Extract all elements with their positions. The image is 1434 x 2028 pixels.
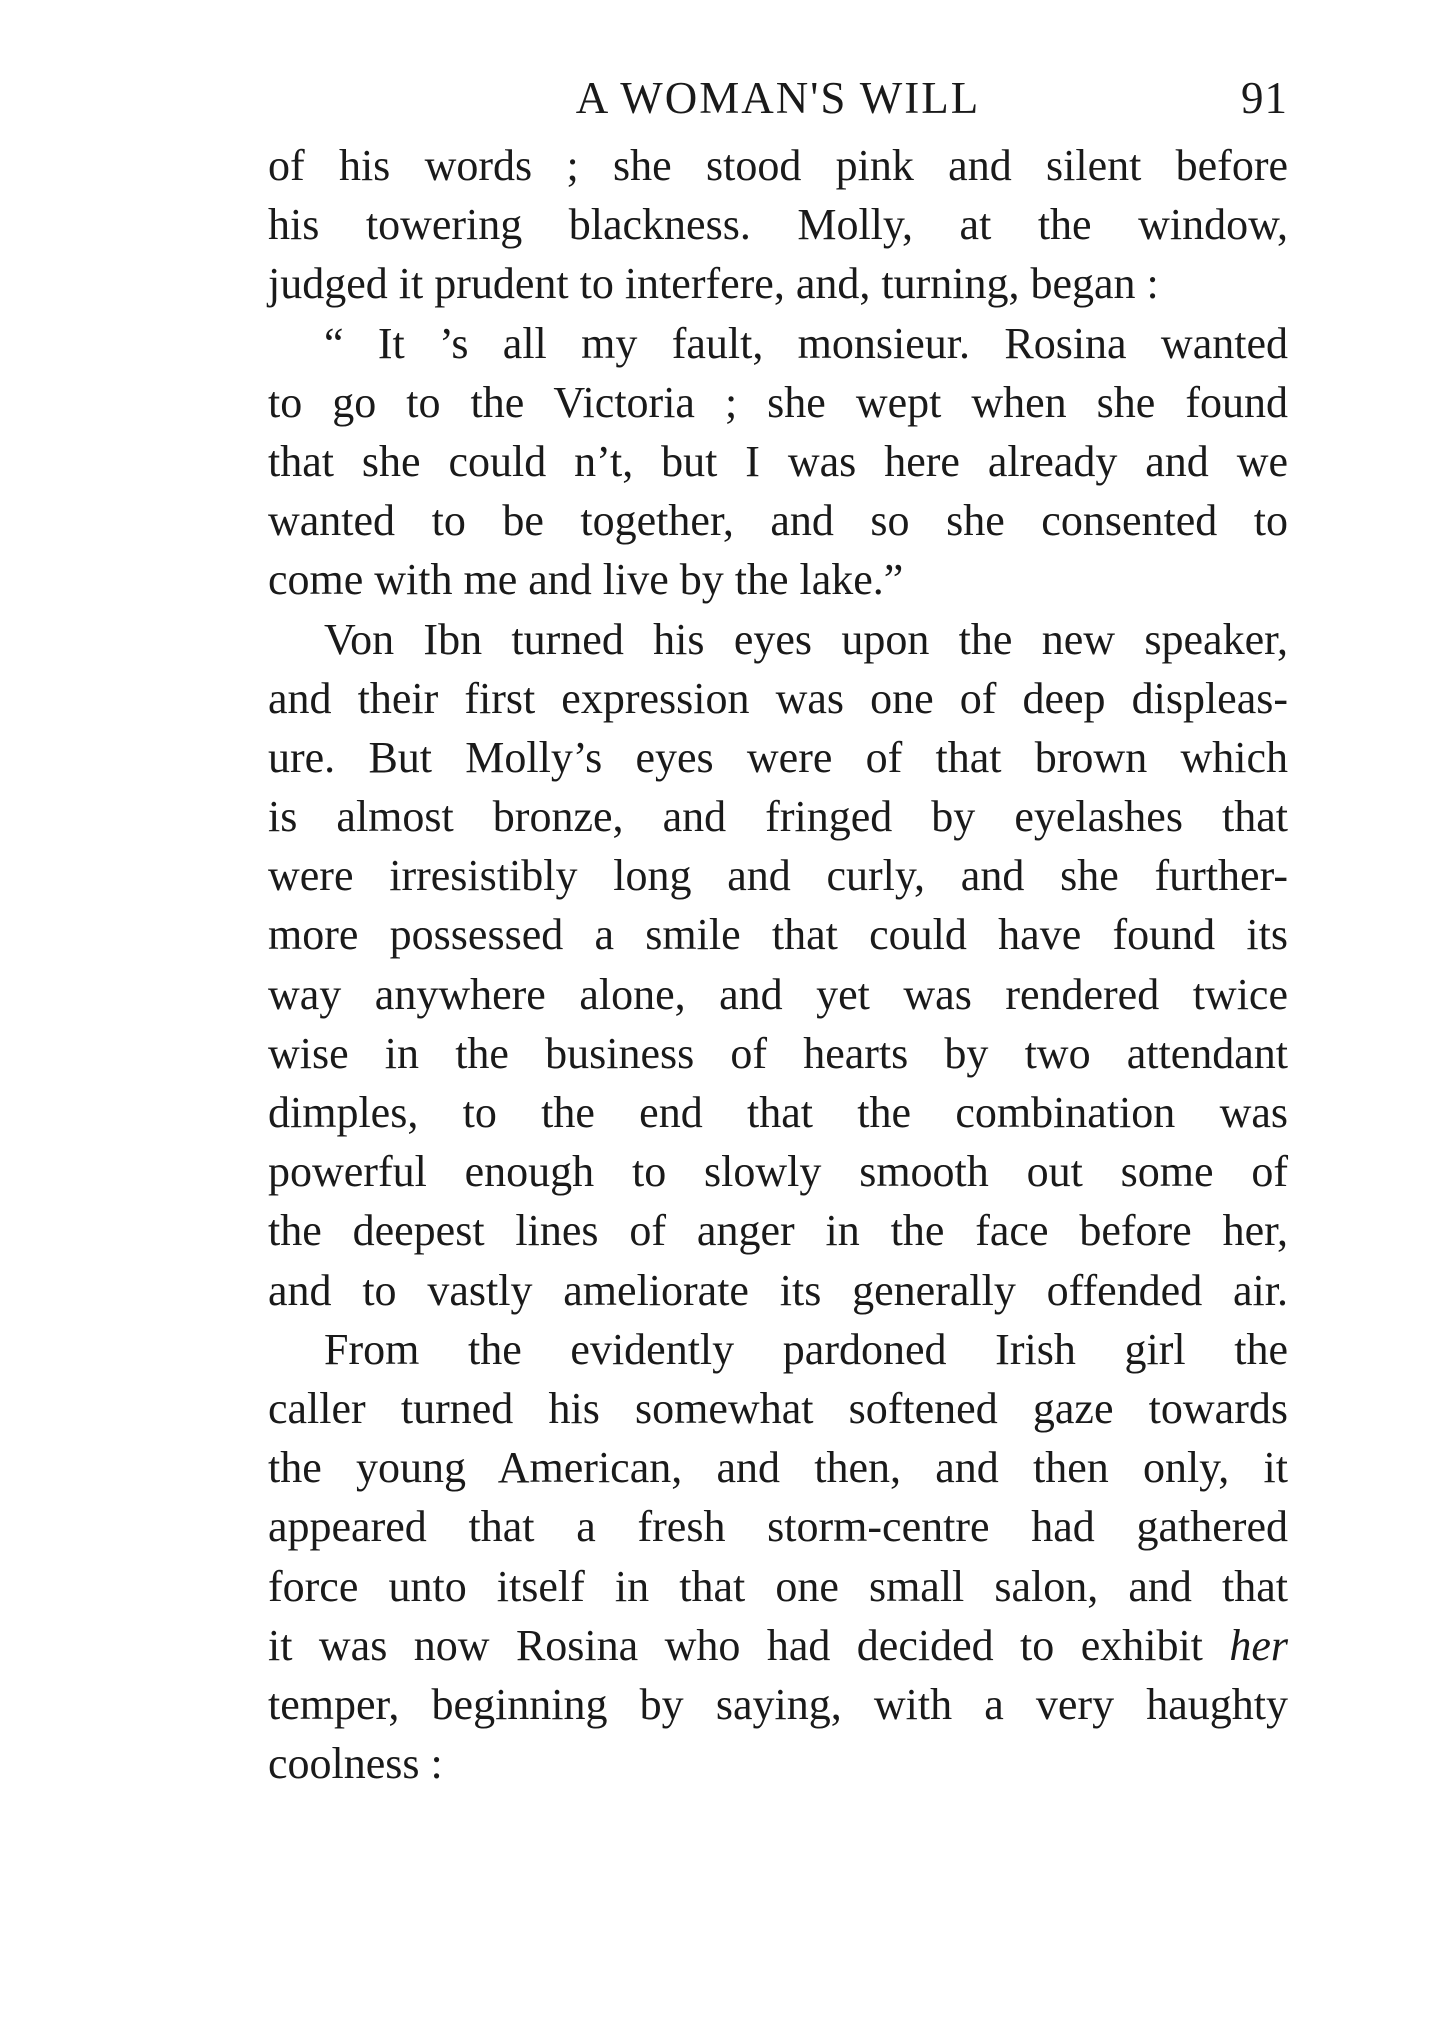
text-line: more possessed a smile that could have found its [268, 910, 1288, 960]
book-page [268, 72, 1288, 1793]
emphasis: her [1229, 1620, 1288, 1670]
running-title: A WOMAN'S WILL [575, 73, 981, 123]
text-line: come with me and live by the lake.” [268, 555, 904, 605]
text-line: were irresistibly long and curly, and she further- [268, 851, 1288, 901]
text-line: and to vastly ameliorate its generally offended air. [268, 1265, 1288, 1315]
text-line: his towering blackness. Molly, at the window, [268, 200, 1288, 250]
text-line: that she could n’t, but I was here already and we [268, 436, 1288, 486]
text-line: ure. But Molly’s eyes were of that brown which [268, 732, 1288, 782]
text-line: the deepest lines of anger in the face before her, [268, 1206, 1288, 1256]
text-line: From the evidently pardoned Irish girl the [324, 1324, 1288, 1374]
text-line: force unto itself in that one small salon, and that [268, 1561, 1288, 1611]
running-head [268, 72, 1288, 132]
text-line: caller turned his somewhat softened gaze towards [268, 1383, 1288, 1433]
text-line: coolness : [268, 1739, 443, 1789]
text-line: wanted to be together, and so she consented to [268, 496, 1288, 546]
text-line: dimples, to the end that the combination was [268, 1088, 1288, 1137]
text-line: powerful enough to slowly smooth out some of [268, 1147, 1288, 1197]
text-line: and their first expression was one of deep displeas- [268, 673, 1288, 723]
text-line: judged it prudent to interfere, and, turning, began : [268, 259, 1159, 309]
text-line: “ It ’s all my fault, monsieur. Rosina wanted [324, 318, 1288, 368]
text-line: the young American, and then, and then only, it [268, 1443, 1288, 1493]
page-number: 91 [1241, 73, 1288, 123]
text-line: appeared that a fresh storm-centre had gathered [268, 1502, 1288, 1552]
text-line: temper, beginning by saying, with a very haughty [268, 1679, 1288, 1729]
text-line: to go to the Victoria ; she wept when she found [268, 377, 1288, 427]
text-line: wise in the business of hearts by two attendant [268, 1028, 1288, 1078]
text-line: is almost bronze, and fringed by eyelashes that [268, 792, 1288, 842]
text-line: of his words ; she stood pink and silent before [268, 141, 1288, 190]
text-line: way anywhere alone, and yet was rendered twice [268, 969, 1288, 1019]
text-line: Von Ibn turned his eyes upon the new speaker, [324, 614, 1288, 664]
body-text [268, 136, 1288, 1793]
text-line: it was now Rosina who had decided to exhibit her [268, 1620, 1288, 1670]
